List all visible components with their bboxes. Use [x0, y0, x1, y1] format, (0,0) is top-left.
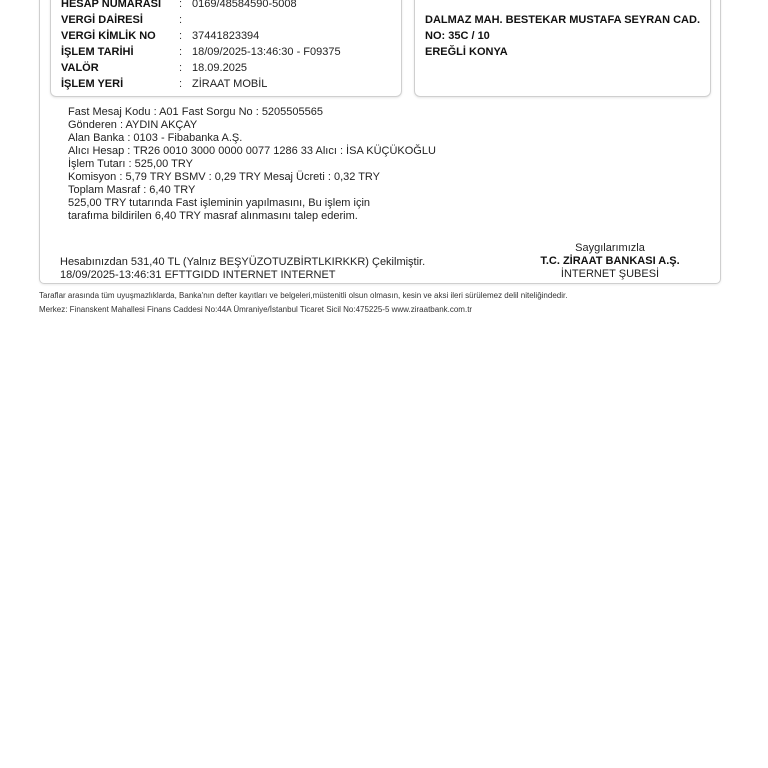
info-value: 18/09/2025-13:46:30 - F09375: [192, 46, 341, 58]
receiving-bank: Alan Banka : 0103 - Fibabanka A.Ş.: [68, 132, 243, 144]
info-value: 18.09.2025: [192, 62, 248, 74]
info-separator: :: [179, 46, 183, 58]
bank-signature: [540, 242, 680, 281]
info-row-tax-id: [61, 28, 341, 44]
info-label: VERGİ DAİRESİ: [61, 14, 143, 26]
info-value: 0169/48584590-5008: [192, 0, 297, 10]
info-label: İŞLEM TARİHİ: [61, 46, 134, 58]
info-separator: :: [179, 62, 183, 74]
headquarters-address: Merkez: Finanskent Mahallesi Finans Caddesi No:44A Ümraniye/İstanbul Ticaret Sicil No:475225-5 www.ziraatbank.com.tr: [39, 305, 473, 314]
info-row-value-date: [61, 60, 341, 76]
info-separator: :: [179, 30, 183, 42]
address-line: EREĞLİ KONYA: [425, 46, 508, 58]
info-row-transaction-date: [61, 44, 341, 60]
withdrawal-timestamp: 18/09/2025-13:46:31 EFTTGIDD INTERNET INTERNET: [60, 269, 336, 281]
transaction-amount: İşlem Tutarı : 525,00 TRY: [68, 158, 193, 170]
account-info-table: [61, 0, 341, 92]
withdrawal-amount: Hesabınızdan 531,40 TL (Yalnız BEŞYÜZOTUZBİRTLKIRKKR) Çekilmiştir.: [60, 256, 426, 268]
sender: Gönderen : AYDIN AKÇAY: [68, 119, 198, 131]
address-line: NO: 35C / 10: [425, 30, 490, 42]
info-separator: :: [179, 14, 183, 26]
info-separator: :: [179, 0, 183, 10]
info-row-account-number: [61, 0, 341, 12]
info-label: HESAP NUMARASI: [61, 0, 162, 10]
customer-address: [425, 12, 700, 60]
info-row-tax-office: [61, 12, 341, 28]
withdrawal-summary: [60, 256, 425, 282]
info-value: ZİRAAT MOBİL: [192, 78, 268, 90]
recipient-account: Alıcı Hesap : TR26 0010 3000 0000 0077 1286 33 Alıcı : İSA KÜÇÜKOĞLU: [68, 145, 436, 157]
signature-greeting: Saygılarımızla: [575, 242, 645, 254]
transaction-details: [68, 106, 436, 223]
info-row-transaction-place: [61, 76, 341, 92]
info-value: 37441823394: [192, 30, 260, 42]
legal-disclaimer: Taraflar arasında tüm uyuşmazlıklarda, Banka'nın defter kayıtları ve belgeleri,müstenitli olsun olmasın, kesin ve aksi ileri sürülemez delil niteliğindedir.: [39, 291, 568, 300]
signature-branch: İNTERNET ŞUBESİ: [560, 268, 660, 280]
request-statement-line1: 525,00 TRY tutarında Fast işleminin yapılmasını, Bu işlem için: [68, 197, 371, 209]
total-fees: Toplam Masraf : 6,40 TRY: [68, 184, 196, 196]
info-label: VERGİ KİMLİK NO: [61, 30, 156, 42]
info-label: İŞLEM YERİ: [61, 78, 124, 90]
info-label: VALÖR: [61, 62, 99, 74]
request-statement-line2: tarafıma bildirilen 6,40 TRY masraf alınmasını talep ederim.: [68, 210, 358, 222]
fees-breakdown: Komisyon : 5,79 TRY BSMV : 0,29 TRY Mesaj Ücreti : 0,32 TRY: [68, 171, 381, 183]
signature-bank-name: T.C. ZİRAAT BANKASI A.Ş.: [540, 255, 680, 267]
info-separator: :: [179, 78, 183, 90]
address-line: DALMAZ MAH. BESTEKAR MUSTAFA SEYRAN CAD.: [425, 14, 700, 26]
legal-footer: [39, 289, 567, 317]
fast-message-code: Fast Mesaj Kodu : A01 Fast Sorgu No : 5205505565: [68, 106, 323, 118]
